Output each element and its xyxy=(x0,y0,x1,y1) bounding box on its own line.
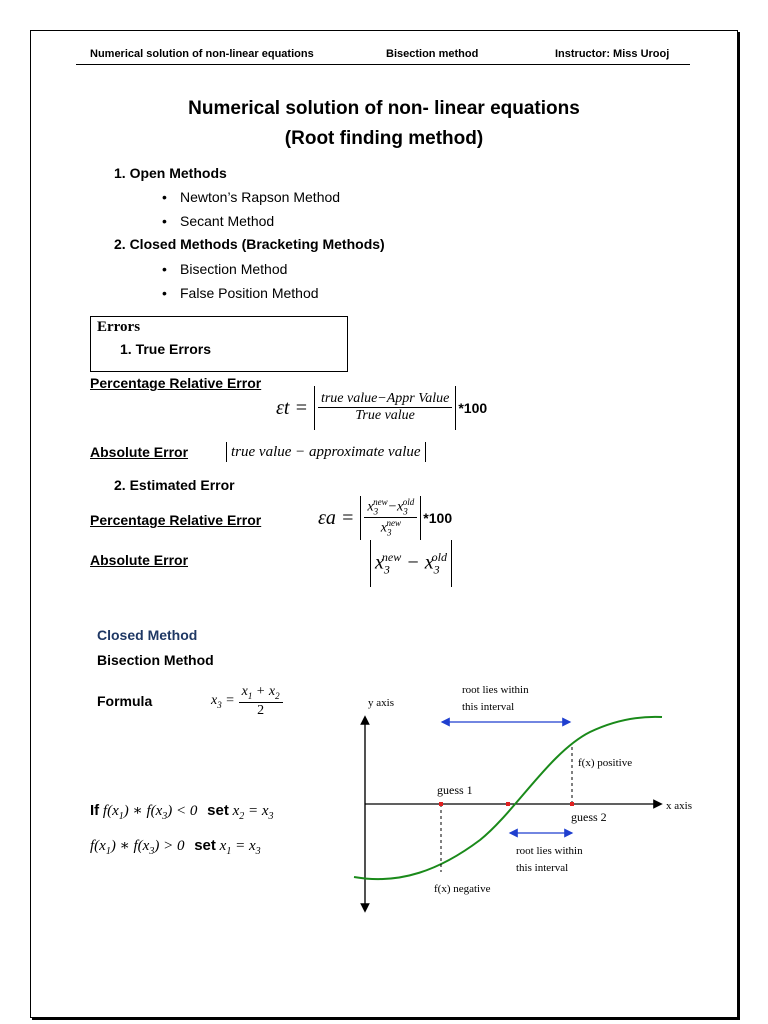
header-center: Bisection method xyxy=(386,48,479,60)
top-note-line2: this interval xyxy=(462,701,515,713)
list-item: • Secant Method xyxy=(162,213,275,229)
guess1-marker xyxy=(439,802,443,806)
rule-1-set: set xyxy=(207,802,229,819)
est-pct-error-label: Percentage Relative Error xyxy=(90,512,262,528)
abs-value-bars xyxy=(314,386,456,430)
fraction-denominator: True value xyxy=(355,407,415,423)
fraction xyxy=(364,498,417,539)
est-abs-error-label: Absolute Error xyxy=(90,552,189,568)
list-item-text: Secant Method xyxy=(180,213,275,229)
bisection-formula xyxy=(211,684,283,719)
x-axis-label: x axis xyxy=(666,800,692,812)
fraction-denominator: 2 xyxy=(257,702,265,718)
times-100: *100 xyxy=(423,510,453,526)
true-errors-label: 1. True Errors xyxy=(120,341,212,357)
guess2-label: guess 2 xyxy=(571,810,607,824)
header-left: Numerical solution of non-linear equations xyxy=(90,48,314,60)
abs-value-bars: $x_3^{new} - x_3^{old}$ xyxy=(370,540,452,587)
closed-methods-heading: 2. Closed Methods (Bracketing Methods) xyxy=(114,236,385,252)
list-item: • Bisection Method xyxy=(162,261,288,277)
abs-formula-text: true value − approximate value xyxy=(231,444,421,460)
header-rule xyxy=(76,64,690,65)
rule-1 xyxy=(90,801,274,822)
list-item: • Newton’s Rapson Method xyxy=(162,189,341,205)
fraction-denominator: $x_3^{new}$ xyxy=(380,518,401,538)
list-item: • False Position Method xyxy=(162,285,319,301)
list-item-text: False Position Method xyxy=(180,285,319,301)
negative-label: f(x) negative xyxy=(434,883,491,895)
epsilon-t: εt = xyxy=(276,396,308,419)
formula-lhs: $x_3$ = xyxy=(211,693,235,711)
rule-1-assign: $x_2 = x_3$ xyxy=(232,803,274,822)
page-subtitle: (Root finding method) xyxy=(284,128,484,149)
true-abs-error-label: Absolute Error xyxy=(90,444,189,460)
errors-heading: Errors xyxy=(97,319,141,335)
rule-2-set: set xyxy=(194,837,216,854)
y-axis-label: y axis xyxy=(368,697,394,709)
est-abs-error-formula xyxy=(370,540,452,587)
abs-value-bars xyxy=(226,442,426,462)
bisection-graph xyxy=(340,680,710,920)
fraction-numerator: $x_3^{new}-x_3^{old}$ xyxy=(364,498,417,518)
rule-2 xyxy=(90,836,261,857)
rule-1-condition: $f(x_1)$ ∗ $f(x_3) < 0$ xyxy=(102,803,198,822)
open-methods-heading: 1. Open Methods xyxy=(114,165,227,181)
bisection-method-heading: Bisection Method xyxy=(97,652,214,668)
guess1-label: guess 1 xyxy=(437,783,473,797)
rule-2-assign: $x_1 = x_3$ xyxy=(219,838,261,857)
true-abs-error-formula xyxy=(226,442,426,462)
fraction-numerator: $x_1 + x_2$ xyxy=(239,684,283,703)
fraction xyxy=(318,391,452,424)
function-curve xyxy=(354,717,662,879)
est-pct-error-formula xyxy=(318,496,452,540)
header-right: Instructor: Miss Urooj xyxy=(555,48,670,60)
formula-label: Formula xyxy=(97,693,153,709)
bottom-note-line2: this interval xyxy=(516,862,569,874)
fraction xyxy=(239,684,283,719)
true-pct-error-label: Percentage Relative Error xyxy=(90,375,262,391)
fraction-numerator: true value−Appr Value xyxy=(318,391,452,407)
top-note-line1: root lies within xyxy=(462,684,529,696)
guess2-marker xyxy=(570,802,574,806)
epsilon-a: εa = xyxy=(318,506,355,529)
list-item-text: Bisection Method xyxy=(180,261,288,277)
estimated-error-heading: 2. Estimated Error xyxy=(114,477,235,493)
bottom-note-line1: root lies within xyxy=(516,845,583,857)
rule-if: If xyxy=(90,802,100,819)
list-item-text: Newton’s Rapson Method xyxy=(180,189,341,205)
midpoint-marker xyxy=(506,802,510,806)
true-pct-error-formula xyxy=(276,386,487,430)
closed-method-heading: Closed Method xyxy=(97,627,198,643)
rule-2-condition: $f(x_1)$ ∗ $f(x_3) > 0$ xyxy=(90,838,185,857)
page-title: Numerical solution of non- linear equations xyxy=(188,98,580,119)
abs-value-bars xyxy=(360,496,421,540)
times-100: *100 xyxy=(458,400,488,416)
positive-label: f(x) positive xyxy=(578,757,633,769)
